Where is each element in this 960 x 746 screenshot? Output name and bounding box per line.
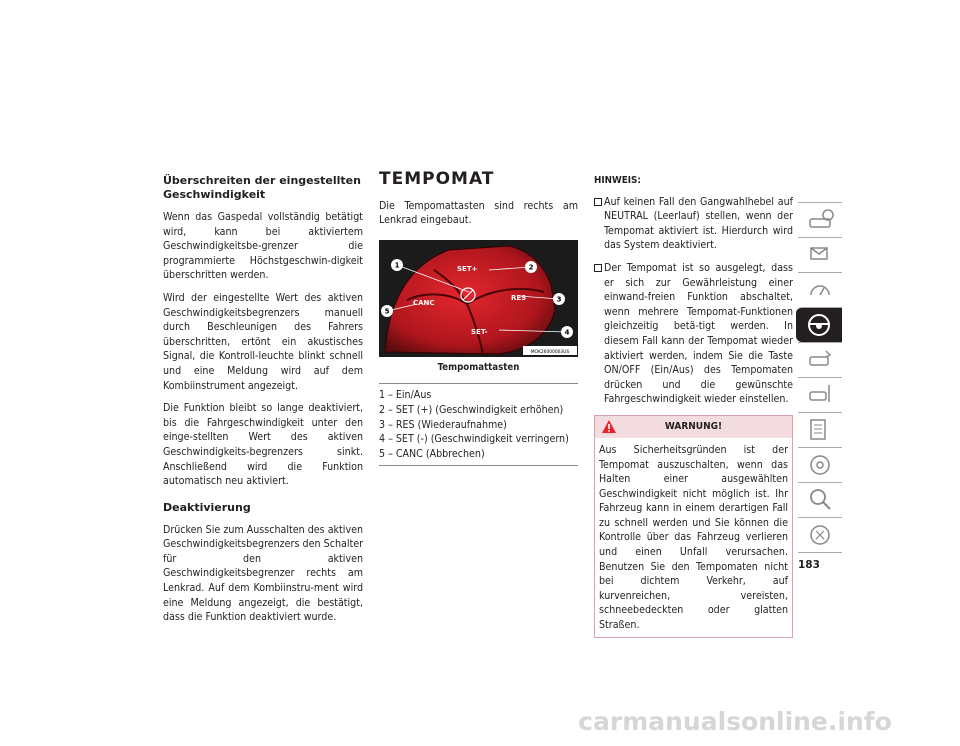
chapter-tab-active[interactable] [796,307,842,342]
car-info-icon [808,207,834,233]
steering-wheel-buttons-image [379,240,578,357]
warning-header [595,416,792,438]
warning-triangle-icon [601,419,617,434]
callout-3: 3 [556,295,562,304]
chapter-tab[interactable] [798,482,842,517]
chapter-tab[interactable] [798,412,842,447]
warning-text: Aus Sicherheitsgründen ist der Tempomat auszuschalten, wenn das Halten einer ausgewählten Geschwindigkeit nicht möglich ist. Ihr Fahrzeug kann in einem derartigen Fall zu schnell werden und Sie können die Kontrolle über das Fahrzeug verlieren und einen Unfall verursachen. Benutzen Sie den Tempomaten nicht bei dichtem Verkehr, auf kurvenreichen, vereisten, schneebedeckten oder glatten Straßen. [599,443,788,632]
warning-title: WARNUNG! [664,420,723,432]
legend-item: 2 – SET (+) (Geschwindigkeit erhöhen) [379,403,564,416]
set-plus-label: SET+ [457,264,478,273]
legend-item: 4 – SET (-) (Geschwindigkeit verringern) [379,433,569,446]
callout-2: 2 [528,263,534,272]
page-title: TEMPOMAT [379,169,495,189]
legend-item: 5 – CANC (Abbrechen) [379,447,485,460]
paragraph: Wenn das Gaspedal vollständig betätigt wird, kann bei aktiviertem Geschwindigkeitsbe-grenzer die programmierte Höchstgeschwin-digkeit überschritten werden. [163,211,363,282]
res-label: RES [511,293,527,302]
middle-column [379,169,578,466]
note-heading: HINWEIS: [594,175,641,186]
note-bullet-text: Auf keinen Fall den Gangwahlhebel auf NEUTRAL (Leerlauf) stellen, wenn der Tempomat aktiviert ist. Hierdurch wird das System deaktiviert. [604,195,793,252]
paragraph: Wird der eingestellte Wert des aktiven Geschwindigkeitsbegrenzers manuell durch Beschleunigen des Fahrers überschritten, ertönt ein akustisches Signal, die Kontroll-leuchte blinkt schnell und eine Meldung wird auf dem Kombiinstrument angezeigt. [163,291,363,392]
page-number: 183 [798,559,820,571]
paragraph: Die Funktion bleibt so lange deaktiviert, bis die Fahrgeschwindigkeit unter den einge-stellten Wert des aktiven Geschwindigkeits-begrenzers sinkt. Anschließend wird die Funktion automatisch neu aktiviert. [163,402,363,488]
section-heading-exceeding-speed: Überschreiten der eingestellten Geschwindigkeit [163,174,361,201]
canc-label: CANC [413,298,435,307]
chapter-tab[interactable] [798,272,842,307]
intro-paragraph: Die Tempomattasten sind rechts am Lenkrad eingebaut. [379,199,578,227]
legend-item: 3 – RES (Wiederaufnahme) [379,418,507,431]
bullet-square-icon [594,198,602,206]
car-mail-icon [808,242,834,268]
note-bullet-text: Der Tempomat ist so ausgelegt, dass er sich zur Gewährleistung einer einwand-freien Funktion abschaltet, wenn mehrere Tempomat-Funktionen gleichzeitig betä-tigt werden. In diesem Fall kann der Tempomat wieder aktiviert werden, indem Sie die Taste ON/OFF (Ein/Aus) des Tempomaten drücken und die gewünschte Fahrgeschwindigkeit wieder einstellen. [604,261,793,406]
maintenance-list-icon [808,417,834,443]
car-service-icon [808,382,834,408]
set-minus-label: SET- [471,327,488,336]
note-bullet [594,195,793,253]
legend-item: 1 – Ein/Aus [379,389,432,402]
chapter-tab[interactable] [798,237,842,272]
chapter-tab[interactable] [798,447,842,482]
section-heading-deactivation: Deaktivierung [163,500,251,514]
chapter-tab[interactable] [798,342,842,377]
note-bullet [594,261,793,407]
callout-5: 5 [384,307,390,316]
media-icon [808,452,834,478]
chapter-tab[interactable] [798,377,842,412]
language-icon [808,522,834,548]
svg-text:carmanualsonline.info: carmanualsonline.info [578,707,892,736]
callout-1: 1 [394,261,400,270]
watermark-logo [0,700,960,742]
left-column [163,174,363,633]
right-column [594,174,793,638]
search-icon [808,487,834,513]
figure-code: MOK26000003US [530,349,570,355]
paragraph: Drücken Sie zum Ausschalten des aktiven Geschwindigkeitsbegrenzers den Schalter für den aktiven Geschwindigkeitsbegrenzer rechts am Lenkrad. Auf dem Kombiinstru-ment wird eine Meldung angezeigt, die bestätigt, dass die Funktion deaktiviert wurde. [163,523,363,624]
callout-4: 4 [564,328,570,337]
crash-car-icon [808,347,834,373]
figure-legend [379,383,578,466]
chapter-tabs [798,202,842,553]
instrument-cluster-icon [808,277,834,303]
figure-cruise-control-buttons [379,240,578,357]
chapter-tab[interactable] [798,202,842,237]
bullet-square-icon [594,264,602,272]
figure-caption: Tempomattasten [437,361,520,373]
steering-wheel-icon [806,312,832,338]
warning-box [594,415,793,638]
watermark [0,700,960,742]
chapter-tab[interactable] [798,517,842,553]
